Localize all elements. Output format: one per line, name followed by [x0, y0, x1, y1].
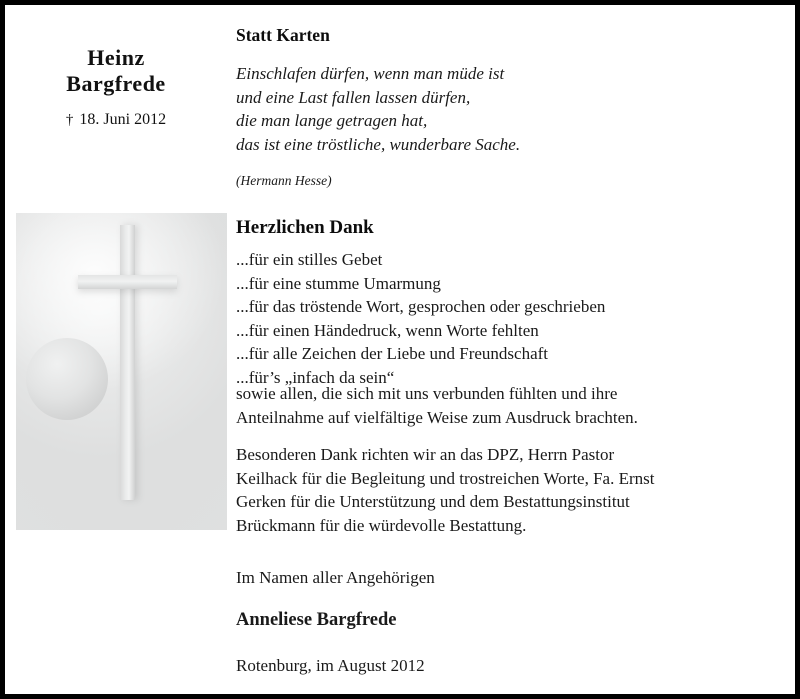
paragraph-line: sowie allen, die sich mit uns verbunden fühlten und ihre — [236, 384, 618, 403]
death-date-value: 18. Juni 2012 — [79, 111, 167, 128]
list-item: ...für ein stilles Gebet — [236, 250, 383, 269]
deceased-last-name: Bargfrede — [66, 71, 166, 96]
list-item: ...für das tröstende Wort, gesprochen oder geschrieben — [236, 297, 606, 317]
paragraph-line: Besonderen Dank richten wir an das DPZ, Herrn Pastor — [236, 445, 615, 464]
memorial-cross-photo — [16, 213, 227, 530]
name-block — [5, 45, 227, 129]
paragraph-line: Gerken für die Unterstützung und dem Bestattungsinstitut — [236, 492, 630, 512]
paragraph-line: Brückmann für die würdevolle Bestattung. — [236, 515, 527, 535]
poem-line: die man lange getragen hat, — [236, 111, 428, 130]
paragraph-line: Keilhack für die Begleitung und trostreichen Worte, Fa. Ernst — [236, 468, 655, 488]
thanks-paragraph-two — [236, 443, 781, 537]
list-item: ...für alle Zeichen der Liebe und Freundschaft — [236, 344, 549, 364]
latin-cross-icon: † — [65, 112, 74, 128]
death-date-line — [5, 111, 227, 129]
left-column — [5, 5, 227, 694]
herzlichen-dank-heading: Herzlichen Dank — [236, 217, 374, 238]
in-the-name-of-line: Im Namen aller Angehörigen — [236, 568, 435, 587]
poem-line: Einschlafen dürfen, wenn man müde ist — [236, 64, 505, 83]
poem-line: das ist eine tröstliche, wunderbare Sache. — [236, 134, 521, 154]
list-item: ...für’s „infach da sein“ — [236, 367, 395, 387]
thanks-list — [236, 248, 605, 390]
poem-line: und eine Last fallen lassen dürfen, — [236, 87, 471, 107]
photo-vignette — [16, 213, 227, 530]
deceased-first-name: Heinz — [87, 45, 145, 70]
signer-name: Anneliese Bargfrede — [236, 610, 397, 630]
list-item: ...für einen Händedruck, wenn Worte fehlten — [236, 320, 539, 340]
place-and-date: Rotenburg, im August 2012 — [236, 656, 425, 675]
right-column — [236, 5, 781, 694]
paragraph-line: Anteilnahme auf vielfältige Weise zum Ausdruck brachten. — [236, 407, 638, 427]
poem-attribution: (Hermann Hesse) — [236, 173, 332, 188]
thanks-paragraph-one — [236, 382, 781, 429]
statt-karten-heading: Statt Karten — [236, 25, 330, 45]
list-item: ...für eine stumme Umarmung — [236, 273, 441, 293]
card-inner — [5, 5, 795, 694]
poem-block — [236, 62, 520, 156]
